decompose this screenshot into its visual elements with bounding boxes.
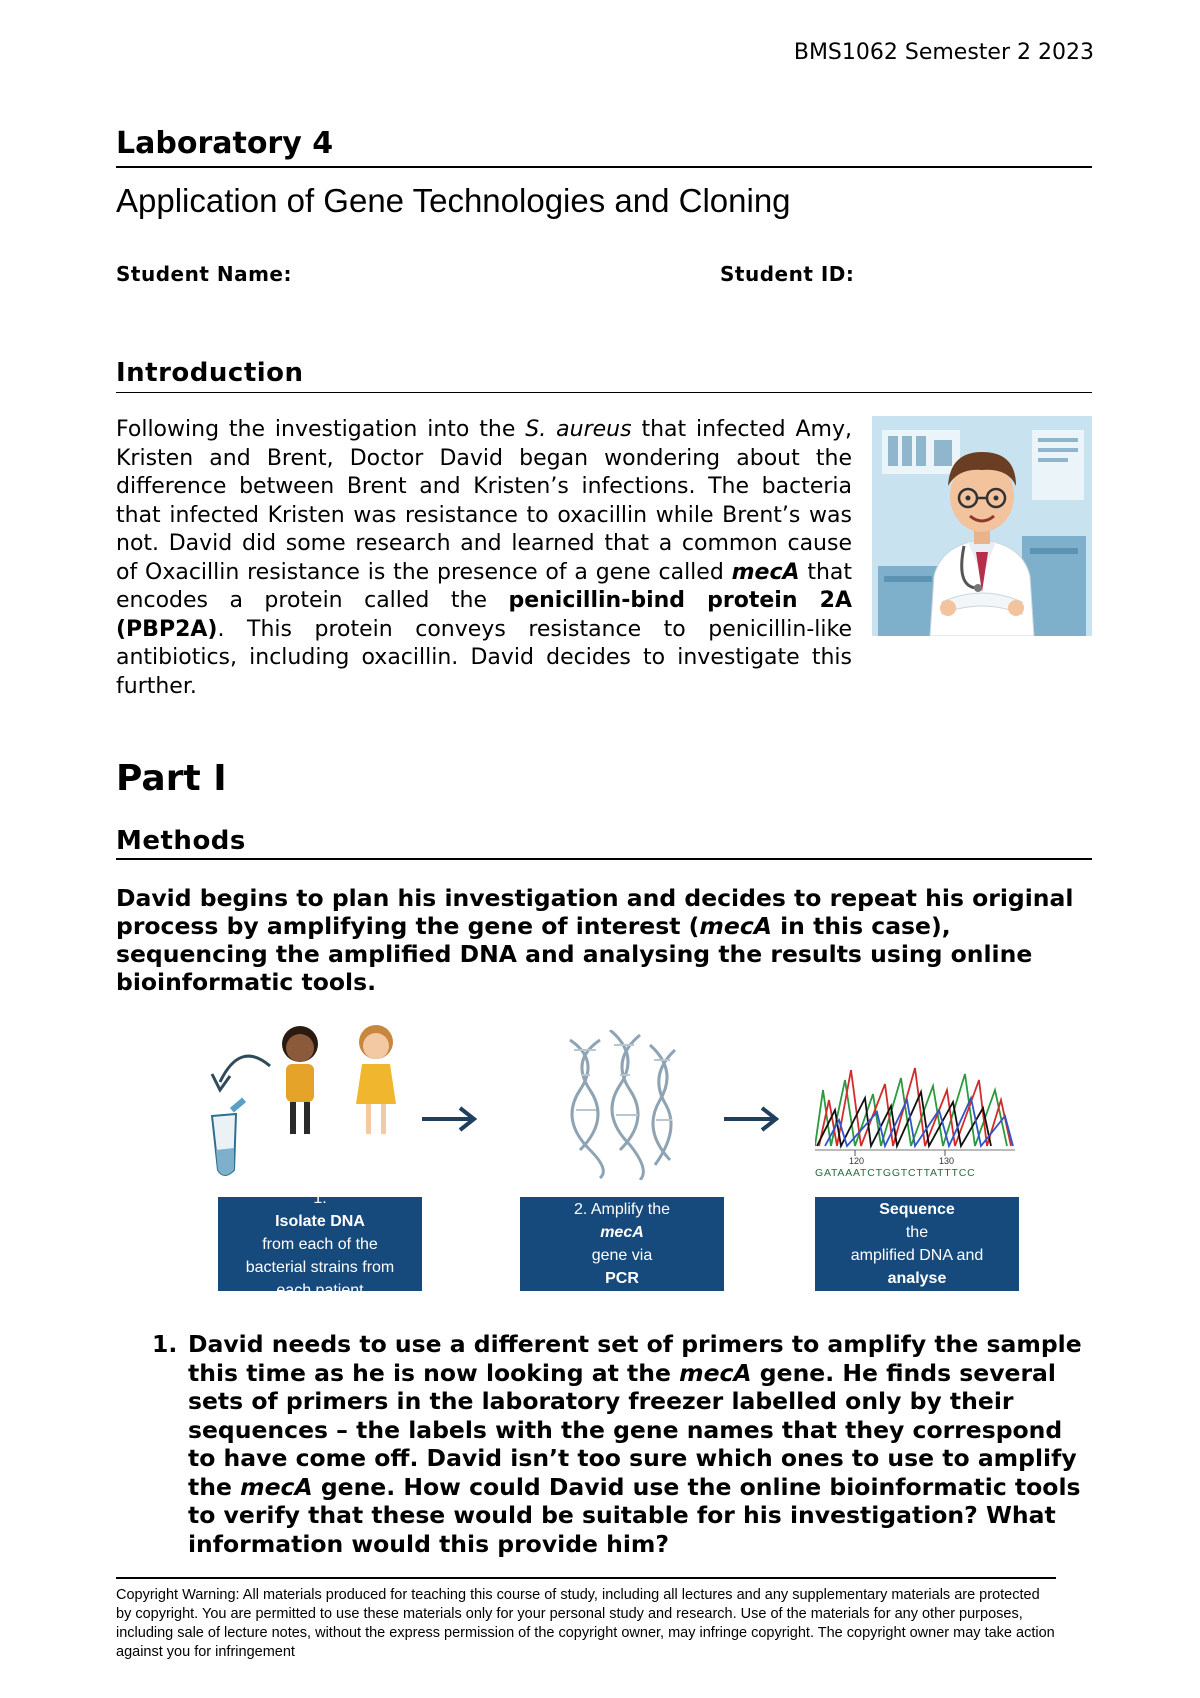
- step-sequence-box: 3. Sequence the amplified DNA and analyse the results: [815, 1197, 1019, 1291]
- methods-divider: [116, 858, 1092, 860]
- part-heading: Part I: [116, 758, 227, 799]
- introduction-heading: Introduction: [116, 358, 304, 388]
- methods-paragraph: David begins to plan his investigation and decides to repeat his original process by amplifying the gene of interest (mecA in this case), sequencing the amplified DNA and analysing the results using online bioinformatic tools.: [116, 884, 1074, 996]
- student-name-label: Student Name:: [116, 262, 292, 286]
- arrow-right-icon: [420, 1104, 480, 1134]
- dna-helix-illustration-icon: [560, 1030, 680, 1180]
- footer-divider: [116, 1577, 1056, 1579]
- introduction-divider: [116, 392, 1092, 393]
- methods-heading: Methods: [116, 826, 246, 856]
- chromatogram-sequence: GATAAATCTGGTCTTATTTCC: [815, 1167, 976, 1179]
- arrow-right-icon: [722, 1104, 782, 1134]
- title-divider: [116, 166, 1092, 168]
- lab-subtitle: Application of Gene Technologies and Cloning: [116, 182, 791, 219]
- introduction-paragraph: Following the investigation into the S. aureus that infected Amy, Kristen and Brent, Doctor David began wondering about the difference between Brent and Kristen’s infections. The bacteria that infected Kristen was resistance to oxacillin while Brent’s was not. David did some research and learned that a common cause of Oxacillin resistance is the presence of a gene called mecA that encodes a protein called the penicillin-bind protein 2A (PBP2A). This protein conveys resistance to penicillin-like antibiotics, including oxacillin. David decides to investigate this further.: [116, 416, 1092, 701]
- chromatogram-illustration-icon: [815, 1050, 1015, 1180]
- lab-title: Laboratory 4: [116, 126, 334, 161]
- step-isolate-dna-box: 1. Isolate DNA from each of the bacterial strains from each patient: [218, 1197, 422, 1291]
- isolate-dna-illustration-icon: [200, 1020, 430, 1180]
- copyright-warning: Copyright Warning: All materials produced for teaching this course of study, including all lectures and any supplementary materials are protected by copyright. You are permitted to use these materials only for your personal study and research. Use of the materials for any other purposes, including sale of lecture notes, without the express permission of the copyright owner, may infringe copyright. The copyright owner may take action against you for infringement: [116, 1587, 1055, 1660]
- course-header: BMS1062 Semester 2 2023: [793, 40, 1094, 65]
- step-amplify-box: 2. Amplify the mecA gene via PCR: [520, 1197, 724, 1291]
- student-id-label: Student ID:: [720, 262, 855, 286]
- question-number: 1.: [152, 1330, 178, 1358]
- chromatogram-tick-130: 130: [939, 1156, 955, 1166]
- question-text: David needs to use a different set of primers to amplify the sample this time as he is now looking at the mecA gene. He finds several sets of primers in the laboratory freezer labelled only by their sequences – the labels with the gene names that they correspond to have come off. David isn’t too sure which ones to use to amplify the mecA gene. How could David use the online bioinformatic tools to verify that these would be suitable for his investigation? What information would this provide him?: [188, 1330, 1082, 1558]
- doctor-illustration-icon: [872, 416, 1092, 636]
- chromatogram-tick-120: 120: [849, 1156, 865, 1166]
